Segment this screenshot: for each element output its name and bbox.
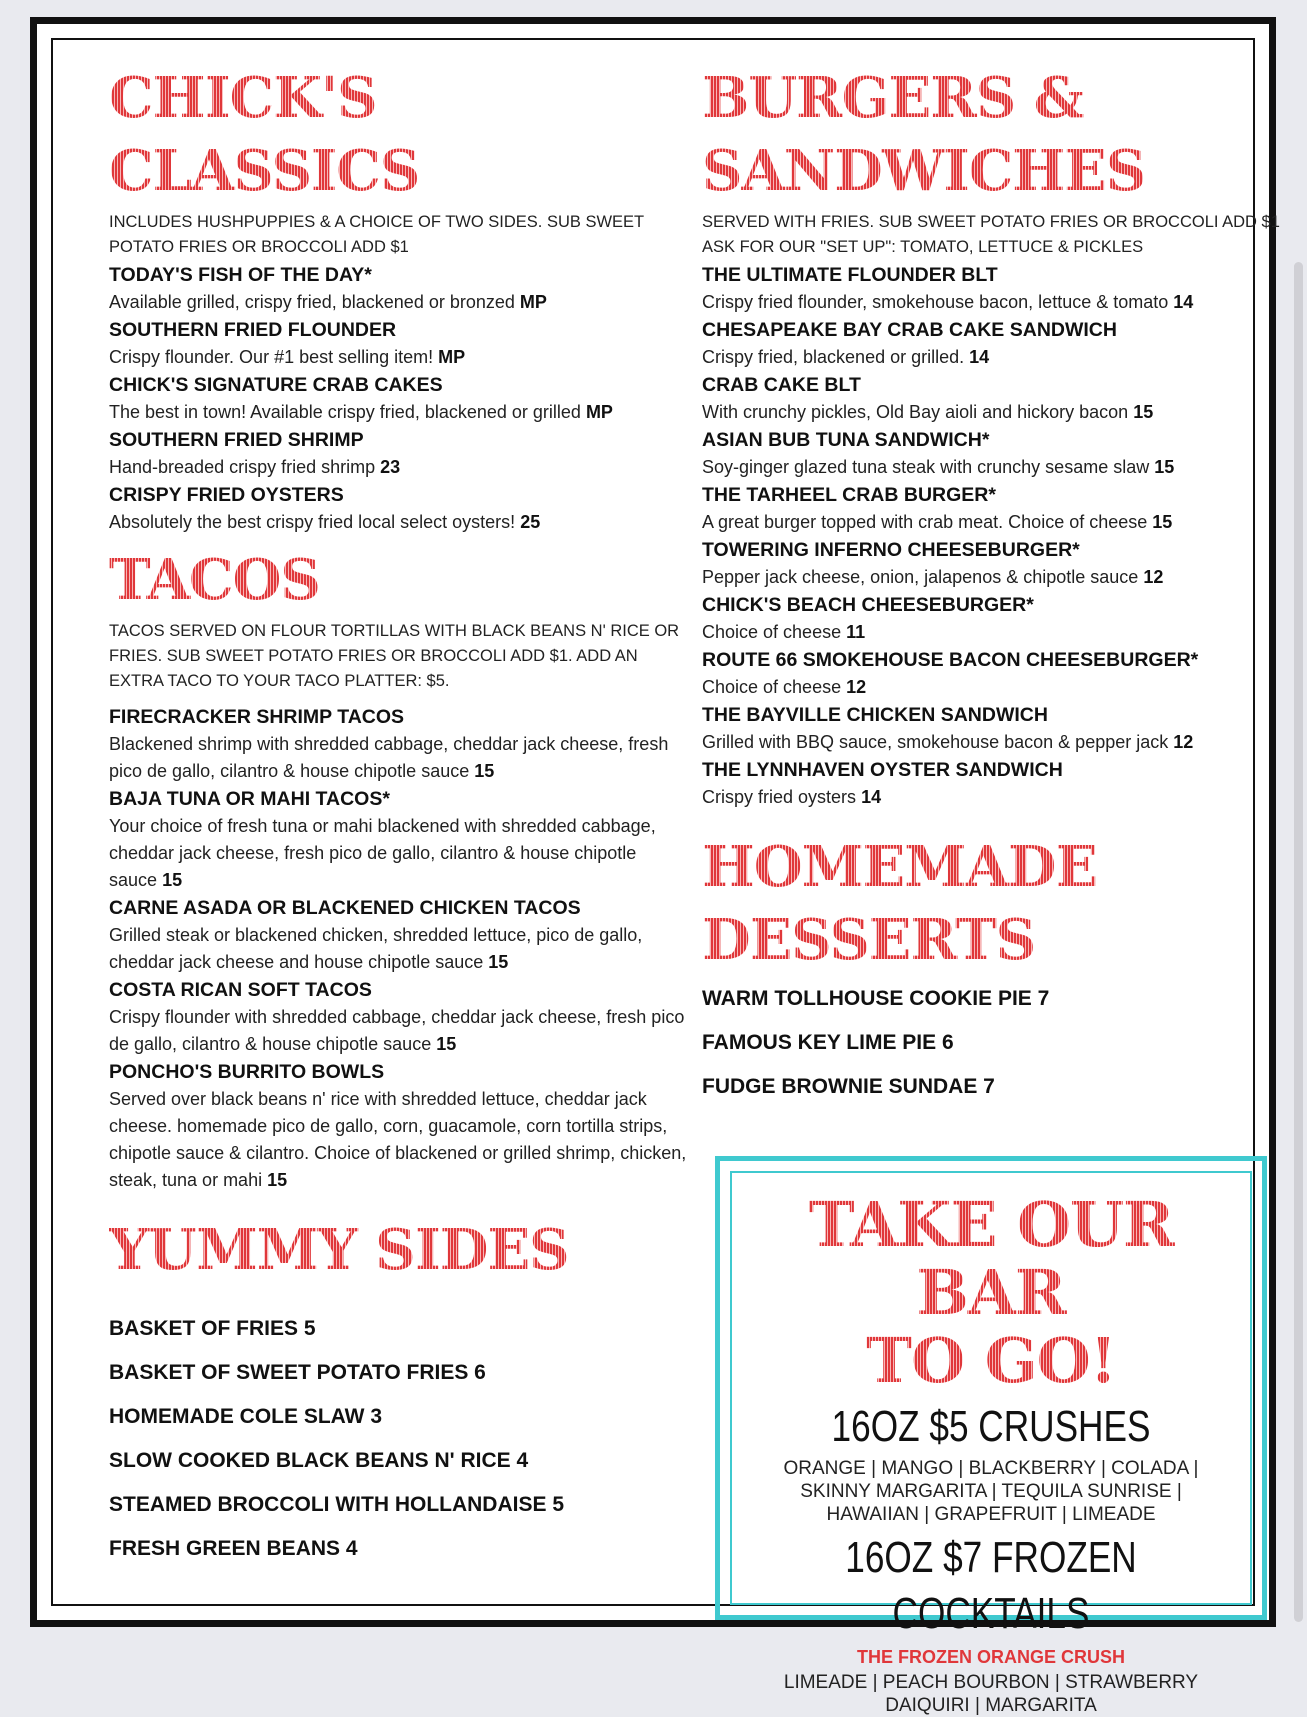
burgers-note-2: ASK FOR OUR "SET UP": TOMATO, LETTUCE & PICKLES xyxy=(702,238,1144,256)
menu-item xyxy=(109,261,689,316)
side-item: BASKET OF SWEET POTATO FRIES 6 xyxy=(109,1361,486,1384)
chicks-classics-section xyxy=(109,62,689,536)
title-line-2: DESSERTS xyxy=(702,907,1036,973)
item-desc: Hand-breaded crispy fried shrimp 23 xyxy=(109,457,401,477)
menu-item xyxy=(702,701,1282,756)
menu-item xyxy=(109,703,689,785)
side-item: STEAMED BROCCOLI WITH HOLLANDAISE 5 xyxy=(109,1493,564,1516)
item-desc: Crispy flounder. Our #1 best selling item! MP xyxy=(109,347,466,367)
item-price: 15 xyxy=(474,761,495,781)
item-desc: Available grilled, crispy fried, blackened or bronzed MP xyxy=(109,292,547,312)
item-desc: Choice of cheese 12 xyxy=(702,677,867,697)
item-desc: A great burger topped with crab meat. Choice of cheese 15 xyxy=(702,512,1173,532)
bar-to-go-inner xyxy=(730,1171,1252,1716)
item-name: CHESAPEAKE BAY CRAB CAKE SANDWICH xyxy=(702,319,1117,341)
item-desc: Crispy fried oysters 14 xyxy=(702,787,882,807)
item-desc: Crispy fried flounder, smokehouse bacon, lettuce & tomato 14 xyxy=(702,292,1194,312)
menu-item xyxy=(109,481,689,536)
item-name: BAJA TUNA OR MAHI TACOS* xyxy=(109,788,390,810)
burgers-title xyxy=(702,62,1282,208)
item-name: SOUTHERN FRIED SHRIMP xyxy=(109,429,364,451)
menu-page xyxy=(30,17,1280,1716)
item-name: THE BAYVILLE CHICKEN SANDWICH xyxy=(702,704,1048,726)
item-name: THE LYNNHAVEN OYSTER SANDWICH xyxy=(702,759,1063,781)
item-price: 15 xyxy=(436,1034,457,1054)
item-desc: Crispy fried, blackened or grilled. 14 xyxy=(702,347,990,367)
frozen-list: LIMEADE | PEACH BOURBON | STRAWBERRY DAIQUIRI | MARGARITA xyxy=(783,1672,1199,1716)
item-name: TOWERING INFERNO CHEESEBURGER* xyxy=(702,539,1080,561)
item-price: 15 xyxy=(1154,457,1175,477)
item-price: 15 xyxy=(162,870,183,890)
item-name: CHICK'S BEACH CHEESEBURGER* xyxy=(702,594,1034,616)
item-price: 15 xyxy=(1133,402,1154,422)
item-price: 11 xyxy=(846,622,866,642)
chicks-classics-note: INCLUDES HUSHPUPPIES & A CHOICE OF TWO SIDES. SUB SWEET POTATO FRIES OR BROCCOLI ADD $1 xyxy=(109,213,644,256)
item-desc: Soy-ginger glazed tuna steak with crunchy sesame slaw 15 xyxy=(702,457,1175,477)
item-price: 15 xyxy=(267,1170,288,1190)
item-name: SOUTHERN FRIED FLOUNDER xyxy=(109,319,397,341)
desserts-title xyxy=(702,831,1282,977)
item-price: 14 xyxy=(969,347,990,367)
item-name: CARNE ASADA OR BLACKENED CHICKEN TACOS xyxy=(109,897,581,919)
item-name: THE TARHEEL CRAB BURGER* xyxy=(702,484,996,506)
item-price: 12 xyxy=(846,677,867,697)
tacos-title: TACOS xyxy=(109,544,689,617)
title-line-2: CLASSICS xyxy=(109,138,420,204)
item-price: 25 xyxy=(520,512,541,532)
left-column xyxy=(109,62,689,1571)
item-price: 23 xyxy=(380,457,401,477)
bar-to-go-box xyxy=(715,1156,1267,1716)
menu-item xyxy=(702,756,1282,811)
chicks-classics-title xyxy=(109,62,689,208)
burgers-section xyxy=(702,62,1282,811)
title-line-2: SANDWICHES xyxy=(702,138,1146,204)
burgers-note-1: SERVED WITH FRIES. SUB SWEET POTATO FRIES OR BROCCOLI ADD $1 xyxy=(702,213,1280,231)
item-desc: Crispy flounder with shredded cabbage, cheddar jack cheese, fresh pico de gallo, cilantro & house chipotle sauce 15 xyxy=(109,1007,685,1054)
item-desc: Choice of cheese 11 xyxy=(702,622,866,642)
side-item: FRESH GREEN BEANS 4 xyxy=(109,1537,358,1560)
title-line-1: BURGERS & xyxy=(702,65,1084,131)
desserts-section xyxy=(702,831,1282,1109)
item-name: ASIAN BUB TUNA SANDWICH* xyxy=(702,429,990,451)
item-desc: The best in town! Available crispy fried, blackened or grilled MP xyxy=(109,402,613,422)
item-price: 15 xyxy=(1152,512,1173,532)
item-name: CHICK'S SIGNATURE CRAB CAKES xyxy=(109,374,443,396)
side-item: SLOW COOKED BLACK BEANS N' RICE 4 xyxy=(109,1449,529,1472)
menu-item xyxy=(109,316,689,371)
item-desc: Your choice of fresh tuna or mahi blackened with shredded cabbage, cheddar jack cheese, fresh pico de gallo, cilantro & house chipotle sauce 15 xyxy=(109,816,656,890)
dessert-item: FAMOUS KEY LIME PIE 6 xyxy=(702,1031,954,1054)
title-line-2: TO GO! xyxy=(866,1324,1116,1397)
title-line-1: HOMEMADE xyxy=(702,834,1098,900)
item-price: 12 xyxy=(1173,732,1194,752)
menu-item xyxy=(702,426,1282,481)
sides-title: YUMMY SIDES xyxy=(109,1214,689,1287)
side-item: BASKET OF FRIES 5 xyxy=(109,1317,316,1340)
right-column xyxy=(702,62,1282,1109)
crush-heading: 16OZ $5 CRUSHES xyxy=(831,1402,1151,1451)
menu-item xyxy=(702,316,1282,371)
item-price: 14 xyxy=(861,787,882,807)
menu-item xyxy=(109,894,689,976)
item-name: ROUTE 66 SMOKEHOUSE BACON CHEESEBURGER* xyxy=(702,649,1199,671)
menu-item xyxy=(702,481,1282,536)
sides-section xyxy=(109,1214,689,1571)
bar-title xyxy=(732,1188,1250,1397)
item-name: CRAB CAKE BLT xyxy=(702,374,861,396)
dessert-item: FUDGE BROWNIE SUNDAE 7 xyxy=(702,1075,995,1098)
crush-list: ORANGE | MANGO | BLACKBERRY | COLADA | SKINNY MARGARITA | TEQUILA SUNRISE | HAWAIIAN | GRAPEFRUIT | LIMEADE xyxy=(783,1458,1199,1525)
item-price: MP xyxy=(519,292,547,312)
menu-item xyxy=(109,1058,689,1194)
tacos-note: TACOS SERVED ON FLOUR TORTILLAS WITH BLACK BEANS N' RICE OR FRIES. SUB SWEET POTATO FRIES OR BROCCOLI ADD $1. ADD AN EXTRA TACO TO YOUR TACO PLATTER: $5. xyxy=(109,622,680,690)
frozen-featured: THE FROZEN ORANGE CRUSH xyxy=(856,1647,1125,1667)
tacos-section xyxy=(109,544,689,1194)
item-price: MP xyxy=(585,402,613,422)
item-desc: Pepper jack cheese, onion, jalapenos & chipotle sauce 12 xyxy=(702,567,1164,587)
menu-item xyxy=(109,426,689,481)
item-name: CRISPY FRIED OYSTERS xyxy=(109,484,344,506)
item-desc: Grilled with BBQ sauce, smokehouse bacon & pepper jack 12 xyxy=(702,732,1194,752)
item-name: THE ULTIMATE FLOUNDER BLT xyxy=(702,264,998,286)
item-desc: Served over black beans n' rice with shredded lettuce, cheddar jack cheese. homemade pico de gallo, corn, guacamole, corn tortilla strips, chipotle sauce & cilantro. Choice of blackened or grilled shrimp, chicken, steak, tuna or mahi 15 xyxy=(109,1089,687,1190)
item-desc: Grilled steak or blackened chicken, shredded lettuce, pico de gallo, cheddar jack cheese and house chipotle sauce 15 xyxy=(109,925,643,972)
item-price: 12 xyxy=(1143,567,1164,587)
item-name: TODAY'S FISH OF THE DAY* xyxy=(109,264,372,286)
item-price: 15 xyxy=(488,952,509,972)
side-item: HOMEMADE COLE SLAW 3 xyxy=(109,1405,383,1428)
item-name: PONCHO'S BURRITO BOWLS xyxy=(109,1061,385,1083)
menu-item xyxy=(109,371,689,426)
item-price: MP xyxy=(438,347,466,367)
item-desc: Blackened shrimp with shredded cabbage, cheddar jack cheese, fresh pico de gallo, cilantro & house chipotle sauce 15 xyxy=(109,734,669,781)
item-name: FIRECRACKER SHRIMP TACOS xyxy=(109,706,405,728)
frozen-heading: 16OZ $7 FROZEN COCKTAILS xyxy=(845,1533,1137,1638)
item-desc: Absolutely the best crispy fried local select oysters! 25 xyxy=(109,512,541,532)
item-desc: With crunchy pickles, Old Bay aioli and hickory bacon 15 xyxy=(702,402,1154,422)
menu-item xyxy=(702,261,1282,316)
burgers-note xyxy=(702,210,1282,260)
item-name: COSTA RICAN SOFT TACOS xyxy=(109,979,372,1001)
menu-item xyxy=(702,646,1282,701)
menu-item xyxy=(702,591,1282,646)
title-line-1: TAKE OUR BAR xyxy=(808,1188,1174,1329)
menu-item xyxy=(109,785,689,894)
dessert-item: WARM TOLLHOUSE COOKIE PIE 7 xyxy=(702,987,1050,1010)
scrollbar[interactable] xyxy=(1294,262,1303,1622)
menu-item xyxy=(702,371,1282,426)
item-price: 14 xyxy=(1173,292,1194,312)
menu-item xyxy=(702,536,1282,591)
title-line-1: CHICK'S xyxy=(109,65,377,131)
menu-item xyxy=(109,976,689,1058)
